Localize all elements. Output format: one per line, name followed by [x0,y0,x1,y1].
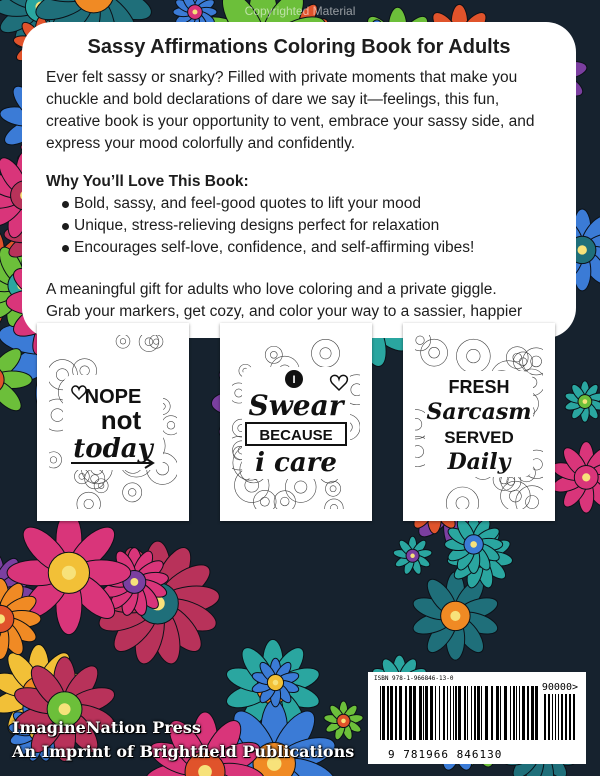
barcode-bar [573,694,575,740]
doodle-flower [116,335,130,348]
barcode-bar [535,686,538,740]
barcode-bar [447,686,448,740]
barcode-bar [491,686,493,740]
barcode-bar [453,686,454,740]
isbn-barcode [368,672,586,764]
doodle-flower [123,483,142,502]
doodle-flower [456,339,490,373]
price-code: 90000> [541,682,578,693]
barcode-bar [558,694,559,740]
feature-item: Bold, sassy, and feel-good quotes to lift your mood [62,193,552,215]
book-title: Sassy Affirmations Coloring Book for Adults [87,36,511,58]
barcode-bar [390,686,393,740]
barcode-bar [430,686,433,740]
preview-word: today [73,434,153,464]
barcode-bar [423,686,424,740]
preview-word: Daily [447,449,511,475]
doodle-flower [421,339,448,366]
preview-page-fresh-sarcasm-served-daily [403,323,555,521]
barcode-bar [513,686,515,740]
doodle-flower [516,486,543,509]
barcode-bar [531,686,534,740]
doodle-flower [446,487,478,509]
feature-list [46,193,552,259]
barcode-bar [561,694,563,740]
barcode-bar [500,686,501,740]
doodle-flower [77,492,101,509]
preview-word: FRESH [448,377,510,397]
barcode-number: 9 781966 846130 [388,748,503,761]
barcode-bar [399,686,402,740]
barcode-bar [409,686,412,740]
description-panel [22,22,576,338]
preview-word: SERVED [444,428,514,447]
barcode-bar [516,686,517,740]
barcode-bar [439,686,440,740]
copyright-label: Copyrighted Material [244,4,356,18]
barcode-bar [519,686,520,740]
barcode-bar [510,686,511,740]
preview-word: Swear [248,389,344,422]
preview-page-i-swear-because-i-care [220,323,372,521]
barcode-bar [504,686,507,740]
barcode-bar [522,686,525,740]
barcode-bar [485,686,488,740]
barcode-bar [458,686,461,740]
barcode-bars [376,686,576,742]
barcode-bar [467,686,468,740]
barcode-bar [471,686,472,740]
barcode-bar [565,694,567,740]
barcode-bar [380,686,381,740]
doodle-flower [149,335,162,348]
barcode-bar [455,686,457,740]
doodle-flower [326,481,341,496]
barcode-bar [552,694,553,740]
isbn-label: ISBN 978-1-966846-13-0 [374,675,454,682]
intro-paragraph: Ever felt sassy or snarky? Filled with private moments that make you chuckle and bold declarations of dare we say it—feelings, this fun, creative book is your opportunity to vent, embrace your sassy side, and express your mood colorfully and confidently. [46,69,535,152]
feature-item: Encourages self-love, confidence, and self-affirming vibes! [62,237,552,259]
publisher-name: ImagineNation Press [12,718,201,737]
gift-line: A meaningful gift for adults who love coloring and a private giggle. [46,281,497,298]
publisher-imprint: An Imprint of Brightfield Publications [12,742,355,761]
barcode-bar [548,694,550,740]
preview-word: BECAUSE [259,427,333,444]
barcode-bar [382,686,385,740]
barcode-bar [555,694,556,740]
preview-word: not [100,405,142,435]
preview-page-nope-not-today [37,323,189,521]
barcode-bar [413,686,416,740]
barcode-bar [569,694,571,740]
cta-line: Grab your markers, get cozy, and color your way to a sassier, happier [46,303,523,320]
barcode-bar [544,694,546,740]
barcode-bar [405,686,407,740]
barcode-bar [481,686,482,740]
barcode-bar [477,686,480,740]
preview-word: i care [255,448,337,478]
barcode-bar [496,686,499,740]
barcode-bar [443,686,445,740]
why-heading: Why You’ll Love This Book: [46,173,249,190]
preview-word: NOPE [84,386,142,408]
doodle-flower [311,339,339,367]
barcode-bar [387,686,389,740]
preview-word: I [292,374,296,386]
barcode-bar [395,686,397,740]
feature-item: Unique, stress-relieving designs perfect for relaxation [62,215,552,237]
doodle-flower [501,481,531,509]
coloring-page-art [232,335,360,509]
barcode-bar [464,686,466,740]
doodle-flower [139,335,159,352]
doodle-flower [49,452,62,468]
barcode-bar [425,686,428,740]
barcode-bar [450,686,451,740]
barcode-bar [474,686,476,740]
barcode-bar [435,686,436,740]
barcode-bar [419,686,422,740]
preview-word: Sarcasm [426,399,532,425]
doodle-flower [325,499,344,509]
barcode-bar [527,686,529,740]
coloring-page-art [415,335,543,509]
coloring-page-art [49,335,177,509]
